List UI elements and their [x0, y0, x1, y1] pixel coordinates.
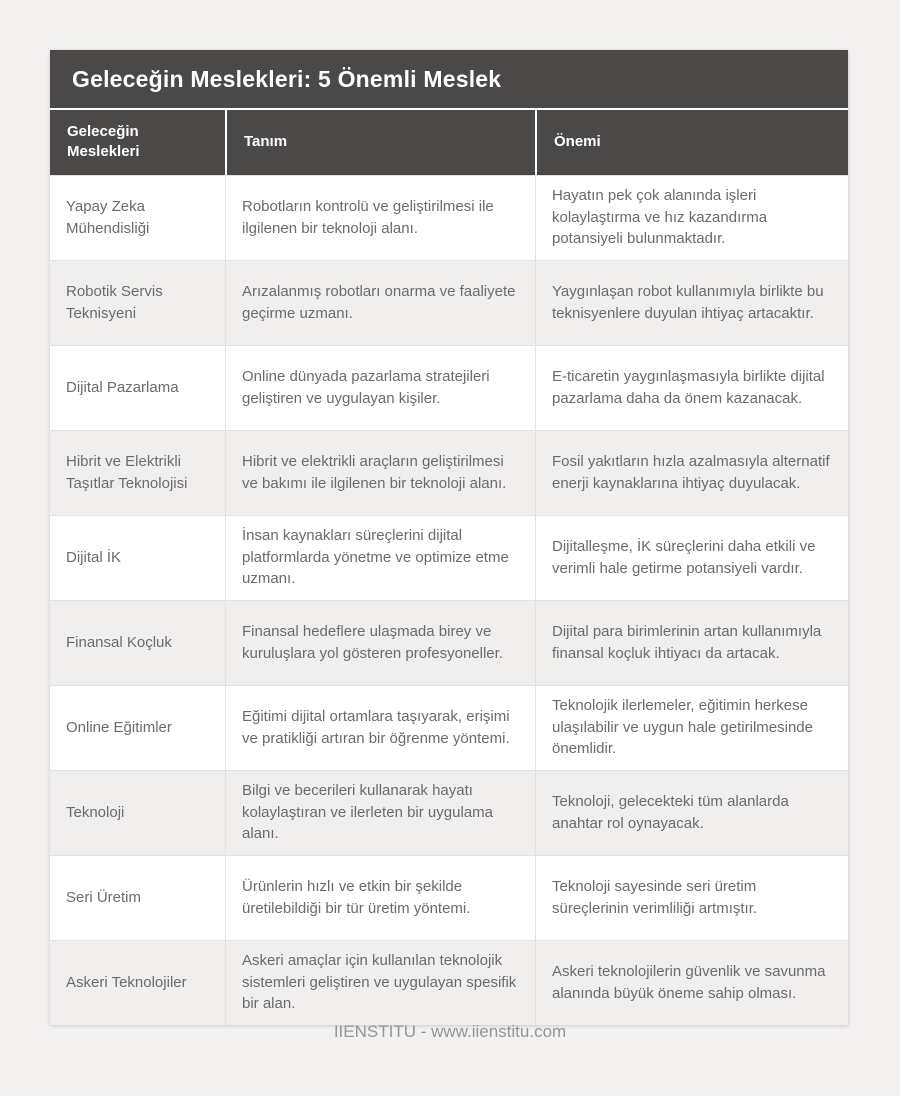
definition-cell: Online dünyada pazarlama stratejileri geliştiren ve uygulayan kişiler.	[225, 346, 535, 430]
table-row	[50, 260, 848, 345]
profession-cell: Finansal Koçluk	[66, 633, 172, 651]
definition-cell: Ürünlerin hızlı ve etkin bir şekilde üretilebildiği bir tür üretim yöntemi.	[225, 856, 535, 940]
footer-credit: IIENSTITU - www.iienstitu.com	[333, 1022, 567, 1041]
page-title: Geleceğin Meslekleri: 5 Önemli Meslek	[50, 50, 848, 108]
importance-cell: Yaygınlaşan robot kullanımıyla birlikte bu teknisyenlere duyulan ihtiyaç artacaktır.	[535, 261, 848, 345]
definition-cell: Hibrit ve elektrikli araçların geliştirilmesi ve bakımı ile ilgilenen bir teknoloji alanı.	[225, 431, 535, 515]
table-row	[50, 345, 848, 430]
importance-cell: Teknoloji sayesinde seri üretim süreçlerinin verimliliği artmıştır.	[535, 856, 848, 940]
definition-cell: Bilgi ve becerileri kullanarak hayatı kolaylaştıran ve ilerleten bir uygulama alanı.	[225, 771, 535, 855]
profession-cell: Teknoloji	[66, 803, 125, 821]
importance-cell: Dijital para birimlerinin artan kullanımıyla finansal koçluk ihtiyacı da artacak.	[535, 601, 848, 685]
column-header-importance: Önemi	[535, 110, 848, 175]
definition-cell: Eğitimi dijital ortamlara taşıyarak, erişimi ve pratikliği artıran bir öğrenme yöntemi.	[225, 686, 535, 770]
importance-cell: Hayatın pek çok alanında işleri kolaylaştırma ve hız kazandırma potansiyeli bulunmaktadır.	[535, 176, 848, 260]
table-row	[50, 600, 848, 685]
table-body	[50, 175, 848, 1025]
column-header-definition: Tanım	[225, 110, 535, 175]
table-header-row	[50, 108, 848, 175]
profession-cell: Hibrit ve Elektrikli Taşıtlar Teknolojisi	[66, 452, 188, 492]
profession-cell: Dijital İK	[66, 548, 122, 566]
definition-cell: Robotların kontrolü ve geliştirilmesi ile ilgilenen bir teknoloji alanı.	[225, 176, 535, 260]
table-row	[50, 855, 848, 940]
profession-cell: Seri Üretim	[66, 888, 142, 906]
table-row	[50, 430, 848, 515]
table-row	[50, 515, 848, 600]
table-row	[50, 685, 848, 770]
definition-cell: Finansal hedeflere ulaşmada birey ve kuruluşlara yol gösteren profesyoneller.	[225, 601, 535, 685]
table-row	[50, 770, 848, 855]
professions-table-card	[50, 50, 848, 1025]
definition-cell: İnsan kaynakları süreçlerini dijital platformlarda yönetme ve optimize etme uzmanı.	[225, 516, 535, 600]
importance-cell: Teknoloji, gelecekteki tüm alanlarda anahtar rol oynayacak.	[535, 771, 848, 855]
table-row	[50, 940, 848, 1025]
definition-cell: Arızalanmış robotları onarma ve faaliyete geçirme uzmanı.	[225, 261, 535, 345]
importance-cell: Teknolojik ilerlemeler, eğitimin herkese ulaşılabilir ve uygun hale getirilmesinde önemlidir.	[535, 686, 848, 770]
importance-cell: Askeri teknolojilerin güvenlik ve savunma alanında büyük öneme sahip olması.	[535, 941, 848, 1025]
profession-cell: Askeri Teknolojiler	[66, 973, 187, 991]
definition-cell: Askeri amaçlar için kullanılan teknolojik sistemleri geliştiren ve uygulayan spesifik bir alan.	[225, 941, 535, 1025]
importance-cell: E-ticaretin yaygınlaşmasıyla birlikte dijital pazarlama daha da önem kazanacak.	[535, 346, 848, 430]
profession-cell: Dijital Pazarlama	[66, 378, 179, 396]
column-header-professions: Geleceğin Meslekleri	[67, 123, 140, 161]
importance-cell: Dijitalleşme, İK süreçlerini daha etkili ve verimli hale getirme potansiyeli vardır.	[535, 516, 848, 600]
table-row	[50, 175, 848, 260]
importance-cell: Fosil yakıtların hızla azalmasıyla alternatif enerji kaynaklarına ihtiyaç duyulacak.	[535, 431, 848, 515]
profession-cell: Robotik Servis Teknisyeni	[66, 282, 163, 322]
profession-cell: Yapay Zeka Mühendisliği	[66, 197, 150, 237]
profession-cell: Online Eğitimler	[66, 718, 172, 736]
